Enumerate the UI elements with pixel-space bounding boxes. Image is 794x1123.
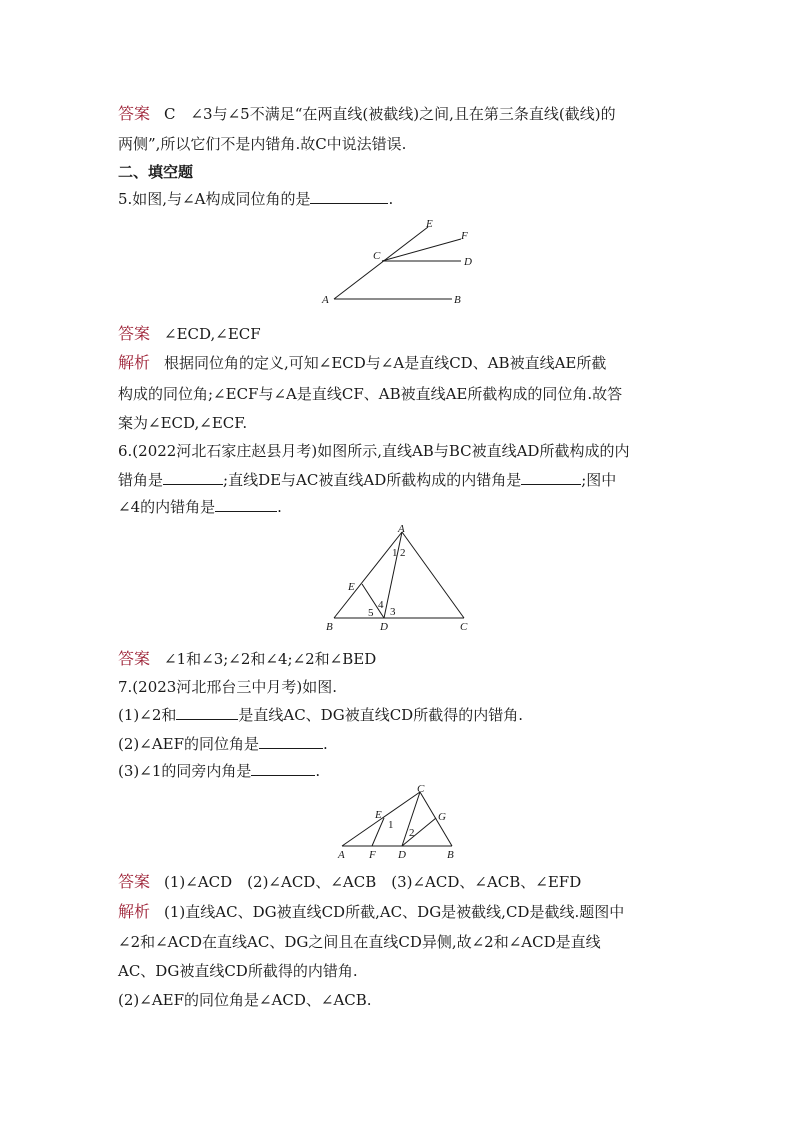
q6-figure <box>320 522 480 637</box>
label-a: A <box>322 294 329 306</box>
label-5: 5 <box>368 607 374 619</box>
q6-text-a: 错角是 <box>118 471 164 489</box>
q6-stem-line1: 6.(2022河北石家庄赵县月考)如图所示,直线AB与BC被直线AD所截构成的内 <box>118 442 630 460</box>
answer-tag: 答案 <box>118 104 151 123</box>
label-c: C <box>373 250 381 262</box>
answer-blank <box>215 497 277 512</box>
answer-text: ∠ECD,∠ECF <box>164 325 261 343</box>
q7-analysis-line2: ∠2和∠ACD在直线AC、DG之间且在直线CD异侧,故∠2和∠ACD是直线 <box>118 933 601 951</box>
answer-blank <box>163 470 223 485</box>
label-4: 4 <box>378 599 384 611</box>
label-2: 2 <box>409 827 415 839</box>
line-ac <box>402 532 464 618</box>
q6-text-e: . <box>277 498 282 516</box>
answer-blank <box>521 470 581 485</box>
label-c: C <box>417 783 425 795</box>
line-cb <box>420 792 452 846</box>
q7-analysis-line3: AC、DG被直线CD所截得的内错角. <box>118 962 358 980</box>
q5-stem-end: . <box>388 190 394 208</box>
line-cf <box>382 239 461 261</box>
q7-sub2-a: (2)∠AEF的同位角是 <box>118 735 260 753</box>
q6-text-c: ;图中 <box>581 471 617 489</box>
answer-tag: 答案 <box>118 872 151 891</box>
section-title: 二、填空题 <box>118 163 194 181</box>
q5-stem-text: 5.如图,与∠A构成同位角的是 <box>118 190 311 208</box>
q5-analysis-line3: 案为∠ECD,∠ECF. <box>118 414 248 432</box>
label-c: C <box>460 621 468 633</box>
answer-blank <box>259 734 323 749</box>
q6-stem-line3 <box>118 497 678 517</box>
q6-stem-line2 <box>118 470 678 490</box>
q7-sub2 <box>118 734 678 754</box>
label-3: 3 <box>390 606 396 618</box>
answer-tag: 答案 <box>118 324 151 343</box>
q7-sub3-b: . <box>315 762 321 780</box>
answer-tag: 答案 <box>118 649 151 668</box>
analysis-text: 根据同位角的定义,可知∠ECD与∠A是直线CD、AB被直线AE所截 <box>164 354 607 372</box>
label-1: 1 <box>388 819 394 831</box>
q7-sub1 <box>118 705 678 725</box>
answer-text: (1)∠ACD (2)∠ACD、∠ACB (3)∠ACD、∠ACB、∠EFD <box>164 873 582 891</box>
q4-answer <box>118 104 678 124</box>
q7-stem: 7.(2023河北邢台三中月考)如图. <box>118 678 337 696</box>
q7-answer <box>118 872 678 892</box>
answer-text: C ∠3与∠5不满足“在两直线(被截线)之间,且在第三条直线(截线)的 <box>164 105 616 123</box>
q6-text-b: ;直线DE与AC被直线AD所截构成的内错角是 <box>223 471 522 489</box>
label-d: D <box>380 621 388 633</box>
answer-blank <box>176 705 238 720</box>
label-e: E <box>375 809 382 821</box>
q7-figure <box>332 780 472 865</box>
q7-sub1-a: (1)∠2和 <box>118 706 177 724</box>
answer-text: ∠1和∠3;∠2和∠4;∠2和∠BED <box>164 650 377 668</box>
q5-analysis-line2: 构成的同位角;∠ECF与∠A是直线CF、AB被直线AE所截构成的同位角.故答 <box>118 385 623 403</box>
label-a: A <box>338 849 345 861</box>
q7-sub3 <box>118 761 678 781</box>
label-1: 1 <box>392 547 398 559</box>
label-e: E <box>426 218 433 230</box>
label-d: D <box>464 256 472 268</box>
analysis-tag: 解析 <box>118 902 151 921</box>
q7-sub1-b: 是直线AC、DG被直线CD所截得的内错角. <box>238 706 523 724</box>
label-2: 2 <box>400 547 406 559</box>
label-f: F <box>461 230 468 242</box>
label-b: B <box>454 294 461 306</box>
label-g: G <box>438 811 446 823</box>
q7-analysis <box>118 902 678 922</box>
label-e: E <box>348 581 355 593</box>
analysis-text: (1)直线AC、DG被直线CD所截,AC、DG是被截线,CD是截线.题图中 <box>164 903 625 921</box>
label-f: F <box>369 849 376 861</box>
analysis-tag: 解析 <box>118 353 151 372</box>
q5-figure <box>316 215 476 310</box>
q5-analysis <box>118 353 678 373</box>
label-a: A <box>398 523 405 535</box>
answer-blank <box>251 761 315 776</box>
q5-stem <box>118 189 678 209</box>
q5-answer <box>118 324 678 344</box>
label-b: B <box>326 621 333 633</box>
q6-text-d: ∠4的内错角是 <box>118 498 216 516</box>
label-d: D <box>398 849 406 861</box>
q4-answer-cont: 两侧”,所以它们不是内错角.故C中说法错误. <box>118 135 407 153</box>
q7-sub2-b: . <box>323 735 328 753</box>
q6-answer <box>118 649 678 669</box>
label-b: B <box>447 849 454 861</box>
q7-analysis-line4: (2)∠AEF的同位角是∠ACD、∠ACB. <box>118 991 372 1009</box>
line-fe <box>372 818 384 846</box>
q7-sub3-a: (3)∠1的同旁内角是 <box>118 762 252 780</box>
answer-blank <box>310 189 388 204</box>
line-ae <box>334 227 428 299</box>
